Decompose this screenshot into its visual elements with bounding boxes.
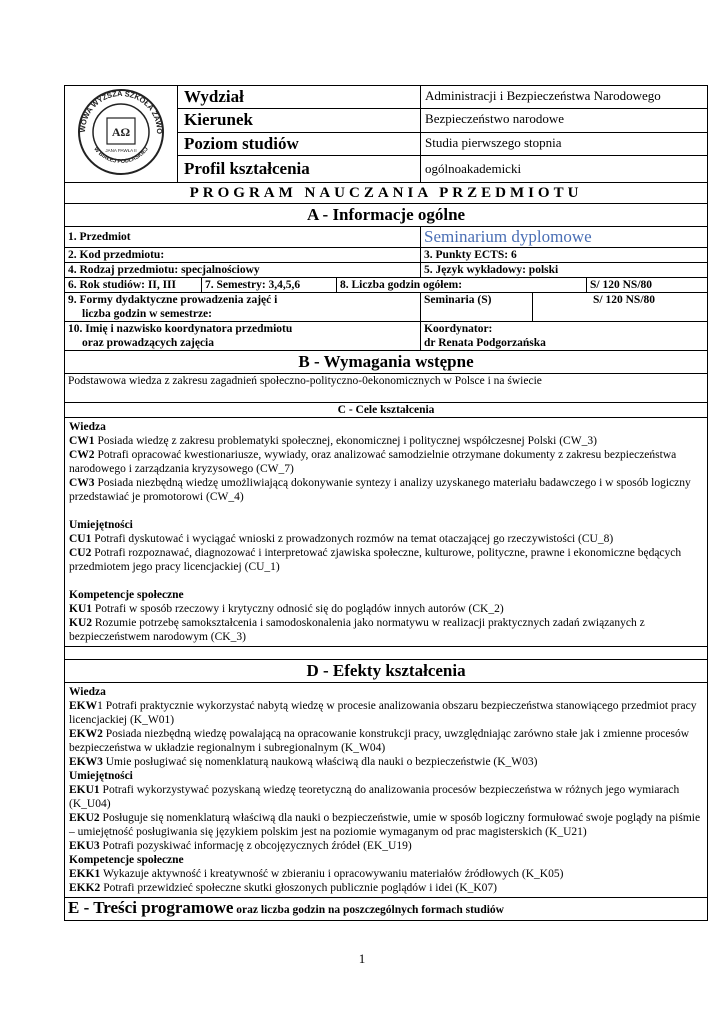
outcome-ekk1: EKK1 Wykazuje aktywność i kreatywność w zbieraniu i opracowywaniu materiałów źródłowych (K_K05) [69, 868, 564, 880]
section-b-title: B - Wymagania wstępne [65, 351, 708, 374]
svg-text:AΩ: AΩ [111, 125, 131, 139]
study-level-label: Poziom studiów [178, 132, 421, 155]
svg-text:PAŃSTWOWA WYŻSZA SZKOŁA ZAWODO: WOWA WYŻSZA SZKOŁA ZAWO [77, 88, 165, 135]
coordinator-label-line-2: oraz prowadzących zajęcia [82, 337, 214, 349]
goal-cu1: CU1 Potrafi dyskutować i wyciągać wnioski z prowadzonych rozmów na temat otaczającej go rzeczywistości (CU_8) [69, 533, 614, 545]
university-seal-icon [69, 88, 173, 176]
total-hours-value: S/ 120 NS/80 [587, 278, 708, 293]
goals-skills-heading: Umiejętności [69, 519, 133, 531]
outcome-eku2: EKU2 Posługuje się nomenklaturą właściwą dla nauki o bezpieczeństwie, umie w sposób logiczny formułować swoje poglądy na piśmie – umiejętność posługiwania się językiem polskim jest na poziomie wymaganym od prac magisterskich (K_U21) [69, 812, 701, 838]
field-label: Kierunek [178, 109, 421, 132]
coordinator-value [421, 322, 708, 351]
learning-goals-block [65, 418, 708, 647]
teaching-forms-label [65, 293, 421, 322]
outcome-eku3: EKU3 Potrafi pozyskiwać informację z obcojęzycznych źródeł (EK_U19) [69, 840, 412, 852]
coordinator-name: dr Renata Podgorzańska [424, 337, 546, 349]
page-number: 1 [358, 951, 366, 966]
total-hours-label: 8. Liczba godzin ogółem: [337, 278, 587, 293]
field-value: Bezpieczeństwo narodowe [421, 109, 708, 132]
outcomes-competences-heading: Kompetencje społeczne [69, 854, 184, 866]
section-e-title: E - Treści programowe oraz liczba godzin na poszczególnych formach studiów [65, 898, 708, 921]
outcome-ekw3: EKW3 Umie posługiwać się nomenklaturą naukową właściwą dla nauki o bezpieczeństwie (K_W03) [69, 756, 538, 768]
profile-label: Profil kształcenia [178, 156, 421, 183]
goal-cw3: CW3 Posiada niezbędną wiedzę umożliwiającą dokonywanie syntezy i analizy uzyskanego materiału badawczego i w sposób logiczny przedstawiać je promotorowi (CW_4) [69, 477, 691, 503]
teaching-forms-hours: S/ 120 NS/80 [533, 293, 708, 322]
goal-cw2: CW2 Potrafi opracować kwestionariusze, wywiady, oraz analizować samodzielnie otrzymane dokumenty z zakresu bezpieczeństwa narodowego i zarządzania kryzysowego (CW_7) [69, 449, 677, 475]
coordinator-label-line-1: 10. Imię i nazwisko koordynatora przedmiotu [68, 323, 293, 335]
subject-type: 4. Rodzaj przedmiotu: specjalnościowy [65, 263, 421, 278]
study-year: 6. Rok studiów: II, III [65, 278, 202, 293]
teaching-forms-type: Seminaria (S) [421, 293, 533, 322]
study-level-value: Studia pierwszego stopnia [421, 132, 708, 155]
faculty-value: Administracji i Bezpieczeństwa Narodowego [421, 86, 708, 109]
subject-value: Seminarium dyplomowe [421, 227, 708, 248]
ects-points: 3. Punkty ECTS: 6 [421, 248, 708, 263]
svg-text:W BIAŁEJ PODLASKIEJ: W BIAŁEJ PODLASKIEJ [92, 146, 150, 166]
teaching-language: 5. Język wykładowy: polski [421, 263, 708, 278]
goals-competences-heading: Kompetencje społeczne [69, 589, 184, 601]
university-logo-cell [65, 86, 178, 183]
prerequisites-text: Podstawowa wiedza z zakresu zagadnień społeczno-polityczno-0ekonomicznych w Polsce i na świecie [65, 374, 708, 403]
outcome-ekw2: EKW2 Posiada niezbędną wiedzę powalającą na opracowanie konstrukcji pracy, uwzględniając zarówno stałe jak i zmienne procesów bezpieczeństwa w układzie regionalnym i subregionalnym (K_W04) [69, 728, 690, 754]
profile-value: ogólnoakademicki [421, 156, 708, 183]
subject-code-label: 2. Kod przedmiotu: [65, 248, 421, 263]
svg-text:JANA PAWŁA II: JANA PAWŁA II [105, 148, 137, 153]
empty-row [65, 647, 708, 660]
outcome-ekw1: EKW1 Potrafi praktycznie wykorzystać nabytą wiedzę w procesie analizowania obszaru bezpieczeństwa stanowiącego przedmiot pracy licencjackiej (K_W01) [69, 700, 697, 726]
course-program-table [64, 85, 708, 921]
outcomes-knowledge-heading: Wiedza [69, 686, 106, 698]
faculty-label: Wydział [178, 86, 421, 109]
subject-label: 1. Przedmiot [65, 227, 421, 248]
semesters: 7. Semestry: 3,4,5,6 [202, 278, 337, 293]
coordinator-label [65, 322, 421, 351]
section-a-title: A - Informacje ogólne [65, 204, 708, 227]
outcome-ekk2: EKK2 Potrafi przewidzieć społeczne skutki głoszonych publicznie poglądów i idei (K_K07) [69, 882, 497, 894]
teaching-forms-line-2: liczba godzin w semestrze: [82, 308, 212, 320]
goals-knowledge-heading: Wiedza [69, 421, 106, 433]
document-page [64, 85, 707, 921]
outcomes-skills-heading: Umiejętności [69, 770, 133, 782]
learning-outcomes-block [65, 683, 708, 898]
outcome-eku1: EKU1 Potrafi wykorzystywać pozyskaną wiedzę teoretyczną do analizowania procesów bezpieczeństwa w różnych jego wymiarach (K_U04) [69, 784, 680, 810]
section-d-title: D - Efekty kształcenia [65, 660, 708, 683]
coordinator-heading: Koordynator: [424, 323, 493, 335]
teaching-forms-line-1: 9. Formy dydaktyczne prowadzenia zajęć i [68, 294, 278, 306]
goal-cu2: CU2 Potrafi rozpoznawać, diagnozować i interpretować zjawiska społeczne, kulturowe, polityczne, prawne i ekonomiczne będących przedmiotem jego pracy licencjackiej (CU_1) [69, 547, 682, 573]
goal-cw1: CW1 Posiada wiedzę z zakresu problematyki społecznej, ekonomicznej i politycznej współczesnej Polski (CW_3) [69, 435, 597, 447]
section-c-title: C - Cele kształcenia [65, 403, 708, 418]
goal-ku2: KU2 Rozumie potrzebę samokształcenia i samodoskonalenia jako normatywu w realizacji praktycznych zadań związanych z bezpieczeństwem narodowym (CK_3) [69, 617, 645, 643]
program-title: PROGRAM NAUCZANIA PRZEDMIOTU [65, 183, 708, 204]
goal-ku1: KU1 Potrafi w sposób rzeczowy i krytyczny odnosić się do poglądów innych autorów (CK_2) [69, 603, 504, 615]
